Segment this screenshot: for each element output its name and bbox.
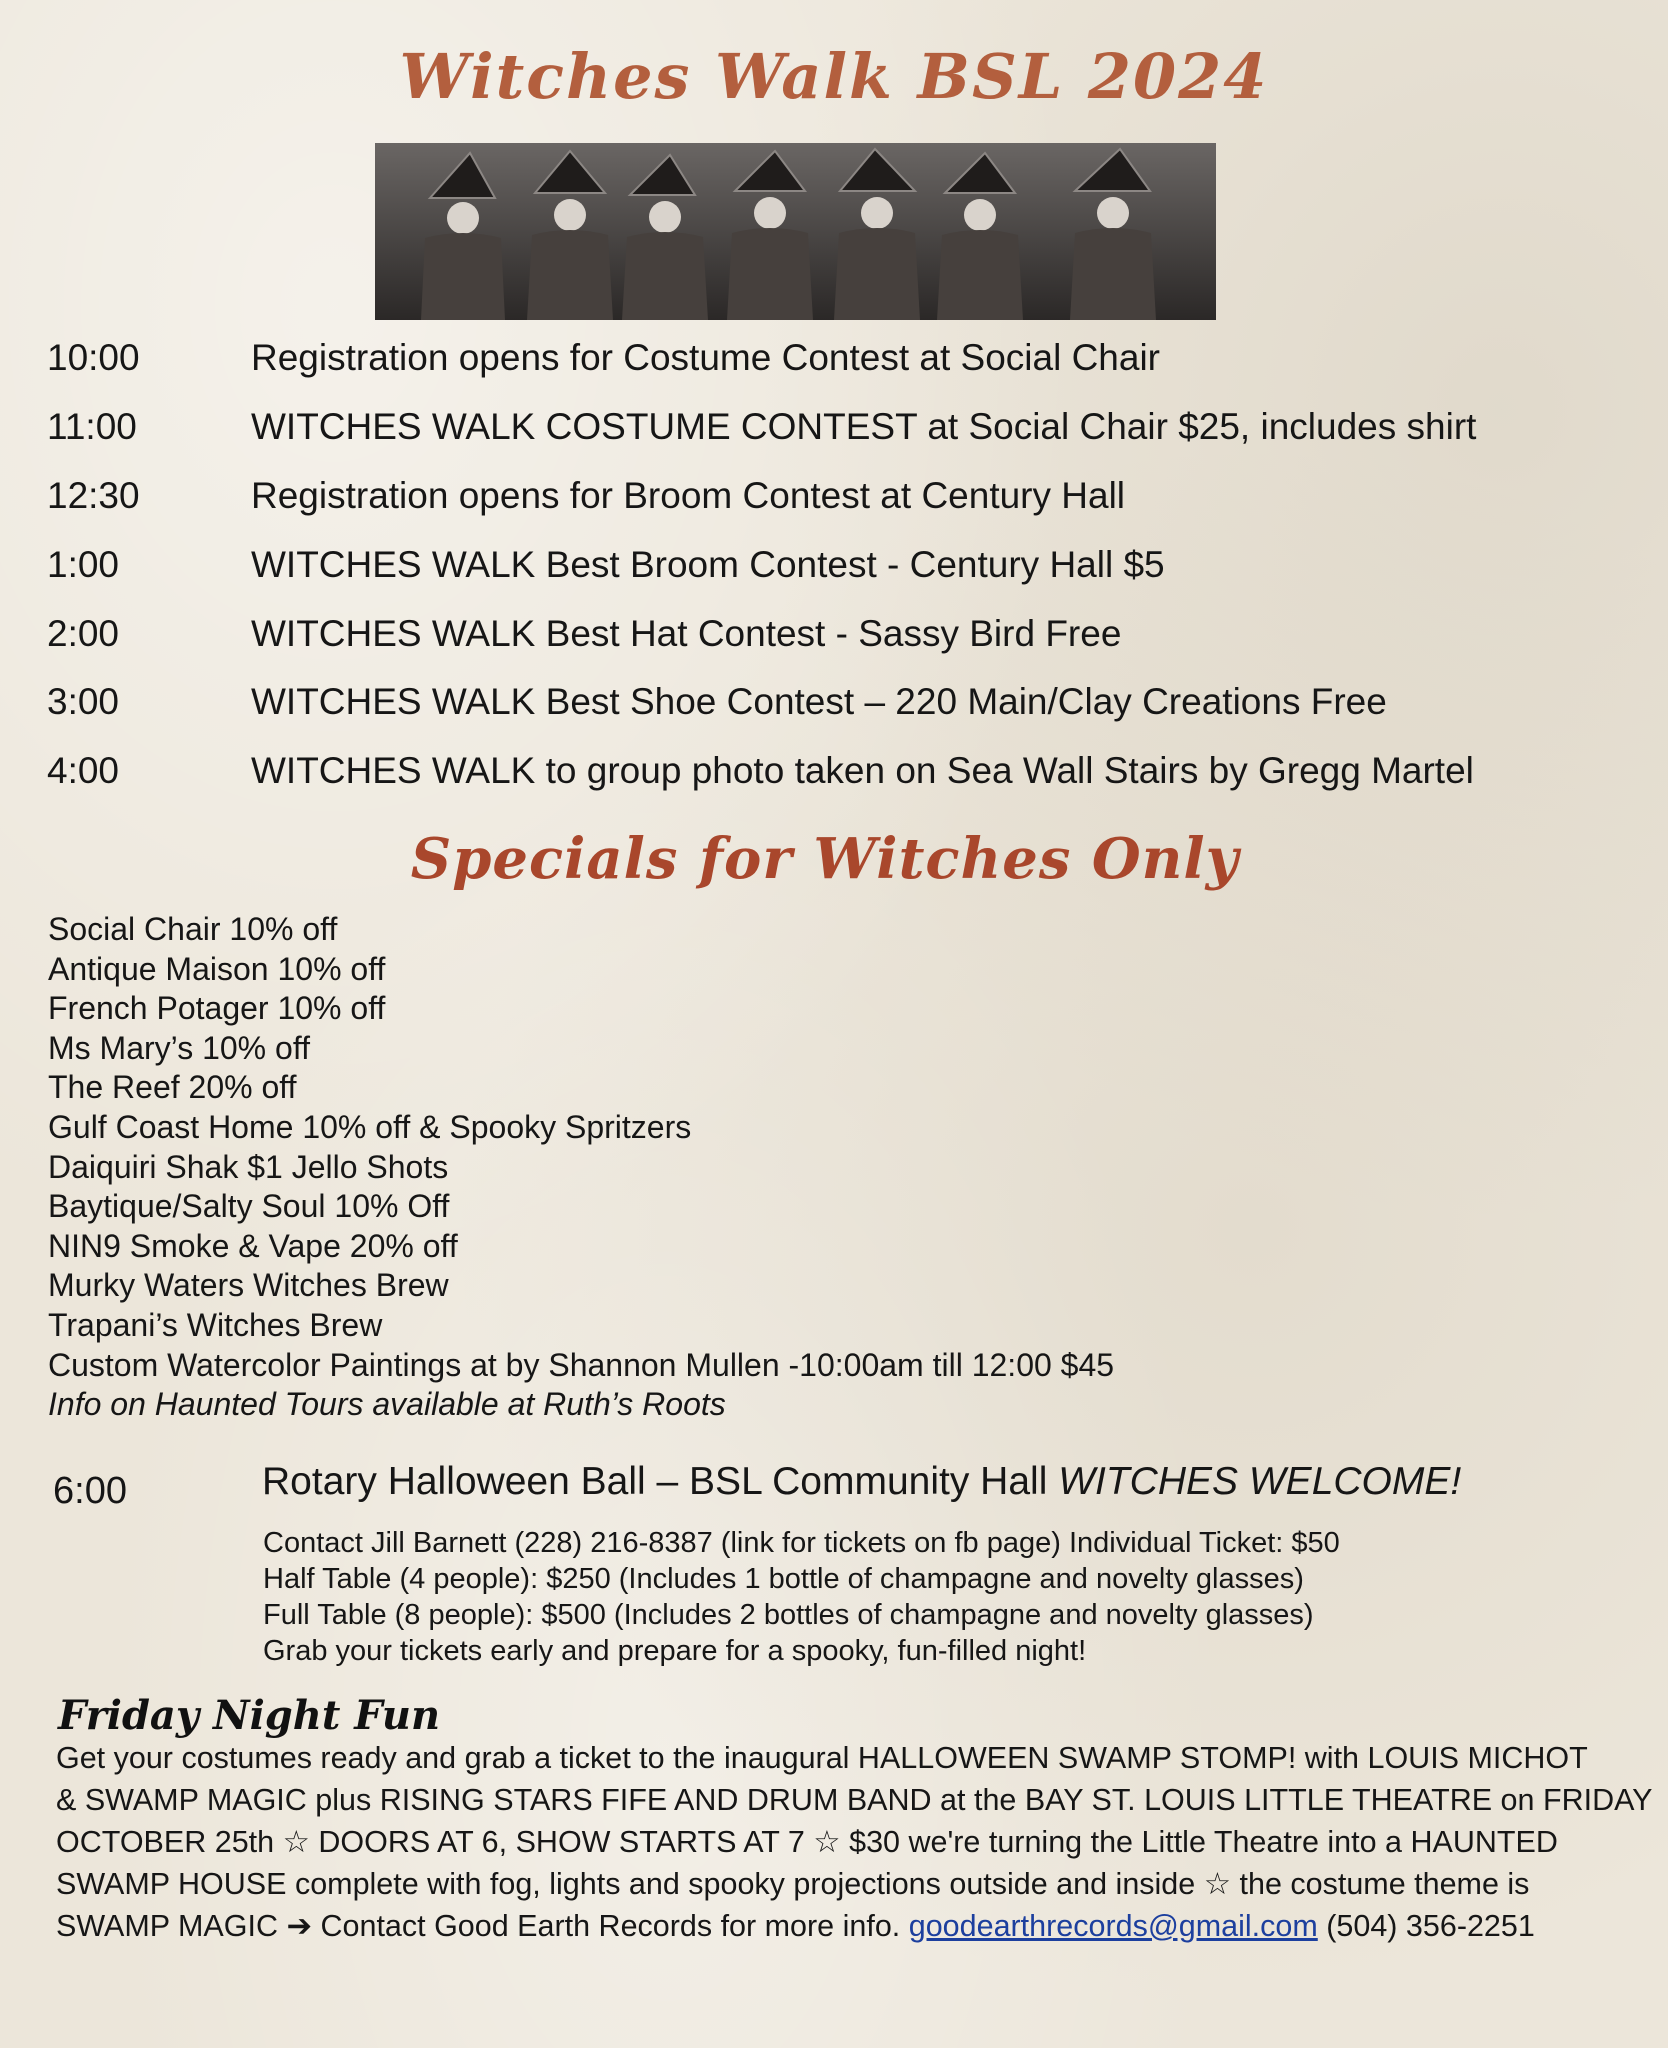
specials-list <box>48 910 1114 1425</box>
specials-heading: Specials for Witches Only <box>410 826 1240 892</box>
friday-line: SWAMP HOUSE complete with fog, lights and spooky projections outside and inside ☆ the costume theme is <box>56 1867 1530 1901</box>
specials-item: Antique Maison 10% off <box>48 950 386 987</box>
schedule-row <box>47 406 1607 451</box>
specials-item: French Potager 10% off <box>48 990 386 1027</box>
specials-item: Baytique/Salty Soul 10% Off <box>48 1188 450 1225</box>
schedule-time: 1:00 <box>47 544 120 585</box>
friday-line: OCTOBER 25th ☆ DOORS AT 6, SHOW STARTS AT 7 ☆ $30 we're turning the Little Theatre into a HAUNTED <box>56 1825 1558 1859</box>
ball-detail-line: Half Table (4 people): $250 (Includes 1 bottle of champagne and novelty glasses) <box>263 1563 1304 1595</box>
schedule-description: Registration opens for Broom Contest at Century Hall <box>251 475 1126 516</box>
specials-item: Trapani’s Witches Brew <box>48 1306 383 1343</box>
friday-line: & SWAMP MAGIC plus RISING STARS FIFE AND DRUM BAND at the BAY ST. LOUIS LITTLE THEATRE on FRIDAY <box>56 1783 1653 1817</box>
specials-item: Daiquiri Shak $1 Jello Shots <box>48 1148 449 1185</box>
ball-emphasis: WITCHES WELCOME! <box>1058 1460 1462 1503</box>
friday-line-prefix: SWAMP MAGIC ➔ Contact Good Earth Records for more info. <box>56 1909 901 1943</box>
schedule-row <box>47 750 1607 795</box>
schedule-description: WITCHES WALK COSTUME CONTEST at Social Chair $25, includes shirt <box>251 406 1477 447</box>
ball-details <box>263 1525 1340 1669</box>
friday-heading: Friday Night Fun <box>58 1692 441 1739</box>
contact-phone: (504) 356-2251 <box>1326 1909 1535 1943</box>
schedule-time: 3:00 <box>47 681 120 722</box>
specials-item: Social Chair 10% off <box>48 911 338 947</box>
friday-description <box>56 1737 1653 1947</box>
schedule-time: 10:00 <box>47 337 140 378</box>
schedule-time: 12:30 <box>47 475 140 516</box>
friday-line: Get your costumes ready and grab a ticket to the inaugural HALLOWEEN SWAMP STOMP! with LOUIS MICHOT <box>56 1741 1588 1775</box>
schedule-description: WITCHES WALK to group photo taken on Sea Wall Stairs by Gregg Martel <box>251 750 1474 791</box>
specials-item: Gulf Coast Home 10% off & Spooky Spritzers <box>48 1108 692 1145</box>
specials-item: Custom Watercolor Paintings at by Shannon Mullen -10:00am till 12:00 $45 <box>48 1346 1115 1383</box>
haunted-tours-note: Info on Haunted Tours available at Ruth’s Roots <box>48 1386 726 1423</box>
page-title: Witches Walk BSL 2024 <box>399 40 1269 113</box>
schedule-row <box>47 544 1607 589</box>
witches-photo-image <box>375 143 1216 320</box>
friday-line <box>56 1905 1616 1947</box>
specials-item: Murky Waters Witches Brew <box>48 1267 449 1304</box>
schedule-time: 2:00 <box>47 613 120 654</box>
specials-item: The Reef 20% off <box>48 1069 297 1106</box>
ball-time: 6:00 <box>53 1470 127 1512</box>
ball-detail-line: Grab your tickets early and prepare for a spooky, fun-filled night! <box>263 1635 1087 1667</box>
witches-group-photo <box>375 143 1216 320</box>
schedule-row <box>47 337 1607 382</box>
schedule-description: WITCHES WALK Best Shoe Contest – 220 Main/Clay Creations Free <box>251 681 1387 722</box>
schedule-time: 11:00 <box>47 406 137 447</box>
specials-item: Ms Mary’s 10% off <box>48 1029 311 1066</box>
schedule-time: 4:00 <box>47 750 120 791</box>
schedule-description: WITCHES WALK Best Broom Contest - Century Hall $5 <box>251 544 1165 585</box>
specials-item: NIN9 Smoke & Vape 20% off <box>48 1227 458 1264</box>
schedule-row <box>47 475 1607 520</box>
schedule-row <box>47 681 1607 726</box>
schedule-description: Registration opens for Costume Contest at Social Chair <box>251 337 1160 378</box>
schedule-description: WITCHES WALK Best Hat Contest - Sassy Bird Free <box>251 613 1122 654</box>
ball-detail-line: Contact Jill Barnett (228) 216-8387 (link for tickets on fb page) Individual Ticket: $50 <box>263 1527 1340 1559</box>
ball-detail-line: Full Table (8 people): $500 (Includes 2 bottles of champagne and novelty glasses) <box>263 1599 1314 1631</box>
ball-heading <box>262 1460 1461 1504</box>
email-link[interactable]: goodearthrecords@gmail.com <box>908 1909 1318 1943</box>
schedule-row <box>47 613 1607 658</box>
ball-title: Rotary Halloween Ball – BSL Community Hall <box>262 1460 1048 1503</box>
